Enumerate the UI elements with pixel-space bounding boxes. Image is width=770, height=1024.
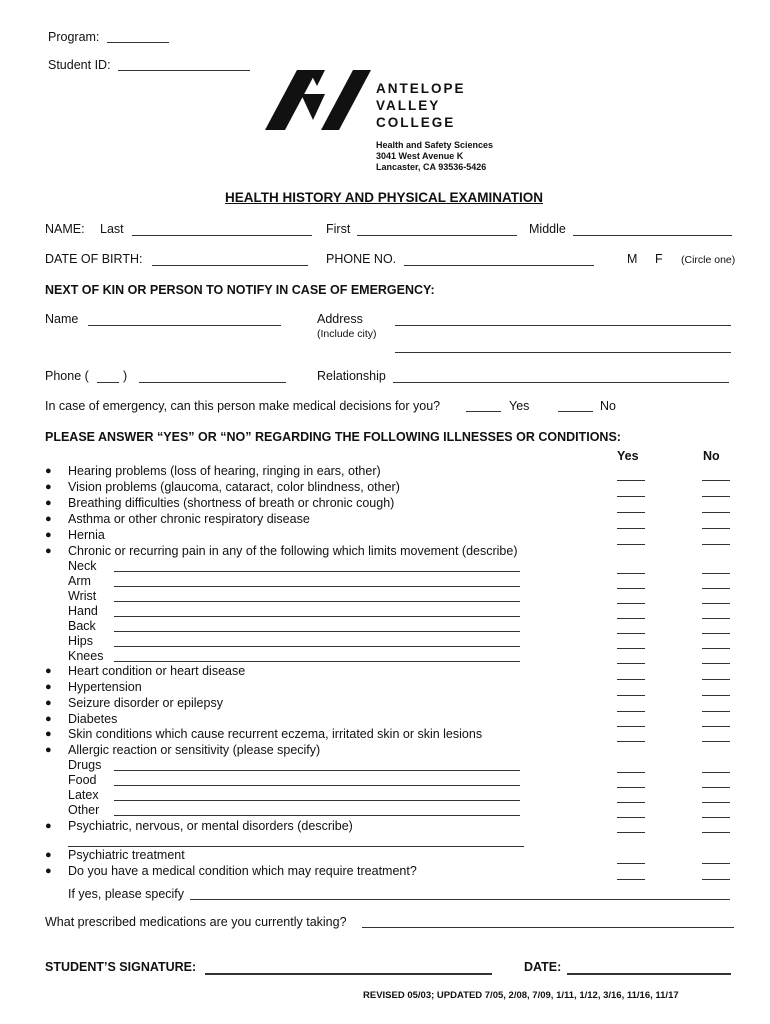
- answer-no-heart[interactable]: [702, 679, 730, 680]
- specify-field-food[interactable]: [114, 785, 520, 786]
- answer-yes-hips[interactable]: [617, 648, 645, 649]
- answer-yes-heart[interactable]: [617, 679, 645, 680]
- describe-field-psychiatric[interactable]: [68, 846, 524, 847]
- answer-no-neck[interactable]: [702, 573, 730, 574]
- student-id-field[interactable]: [118, 70, 250, 71]
- pain-area-arm: Arm: [68, 574, 91, 588]
- first-name-field[interactable]: [357, 235, 517, 236]
- condition-hearing: Hearing problems (loss of hearing, ringing in ears, other): [68, 464, 381, 478]
- describe-field-arm[interactable]: [114, 586, 520, 587]
- answer-no-psych-treatment[interactable]: [702, 863, 730, 864]
- decisions-no-field[interactable]: [558, 411, 593, 412]
- condition-seizure: Seizure disorder or epilepsy: [68, 696, 223, 710]
- describe-field-wrist[interactable]: [114, 601, 520, 602]
- bullet-icon: ●: [45, 545, 52, 557]
- condition-hernia: Hernia: [68, 528, 105, 542]
- if-yes-field[interactable]: [190, 899, 730, 900]
- kin-heading: NEXT OF KIN OR PERSON TO NOTIFY IN CASE OF EMERGENCY:: [45, 283, 435, 297]
- answer-no-vision[interactable]: [702, 496, 730, 497]
- decisions-yes-field[interactable]: [466, 411, 501, 412]
- kin-area-code-field[interactable]: [97, 382, 119, 383]
- no-column-header: No: [703, 449, 720, 463]
- condition-hypertension: Hypertension: [68, 680, 142, 694]
- answer-yes-hearing[interactable]: [617, 480, 645, 481]
- if-yes-label: If yes, please specify: [68, 887, 185, 901]
- yes-column-header: Yes: [617, 449, 639, 463]
- answer-no-hypertension[interactable]: [702, 695, 730, 696]
- college-logo-icon: [265, 70, 371, 136]
- answer-yes-arm[interactable]: [617, 588, 645, 589]
- bullet-icon: ●: [45, 713, 52, 725]
- kin-name-label: Name: [45, 312, 79, 326]
- kin-phone-field[interactable]: [139, 382, 286, 383]
- answer-yes-knees[interactable]: [617, 663, 645, 664]
- specify-field-other[interactable]: [114, 815, 520, 816]
- kin-phone-paren: ): [123, 369, 128, 383]
- college-name-line3: COLLEGE: [376, 115, 456, 130]
- medications-question: What prescribed medications are you currently taking?: [45, 915, 347, 929]
- answer-no-hearing[interactable]: [702, 480, 730, 481]
- medications-field[interactable]: [362, 927, 734, 928]
- answer-yes-hand[interactable]: [617, 618, 645, 619]
- condition-psych-treatment: Psychiatric treatment: [68, 848, 185, 862]
- sex-m-option[interactable]: M: [627, 252, 638, 266]
- answer-no-hand[interactable]: [702, 618, 730, 619]
- answer-yes-skin[interactable]: [617, 741, 645, 742]
- college-street: 3041 West Avenue K: [376, 151, 464, 161]
- kin-address-field-1[interactable]: [395, 325, 731, 326]
- date-field[interactable]: [567, 973, 731, 975]
- answer-no-skin[interactable]: [702, 741, 730, 742]
- kin-relationship-field[interactable]: [393, 382, 729, 383]
- answer-yes-latex[interactable]: [617, 802, 645, 803]
- college-city: Lancaster, CA 93536-5426: [376, 162, 487, 172]
- answer-no-hips[interactable]: [702, 648, 730, 649]
- answer-yes-other[interactable]: [617, 817, 645, 818]
- program-label: Program:: [48, 30, 100, 44]
- bullet-icon: ●: [45, 744, 52, 756]
- kin-address-field-2[interactable]: [395, 352, 731, 353]
- bullet-icon: ●: [45, 513, 52, 525]
- conditions-heading: PLEASE ANSWER “YES” OR “NO” REGARDING THE FOLLOWING ILLNESSES OR CONDITIONS:: [45, 430, 621, 444]
- phone-label: PHONE NO.: [326, 252, 397, 266]
- answer-no-latex[interactable]: [702, 802, 730, 803]
- answer-yes-back[interactable]: [617, 633, 645, 634]
- condition-diabetes: Diabetes: [68, 712, 118, 726]
- describe-field-hand[interactable]: [114, 616, 520, 617]
- condition-vision: Vision problems (glaucoma, cataract, color blindness, other): [68, 480, 400, 494]
- revision-note: REVISED 05/03; UPDATED 7/05, 2/08, 7/09, 1/11, 1/12, 3/16, 11/16, 11/17: [363, 990, 679, 1001]
- kin-phone-label: Phone (: [45, 369, 89, 383]
- condition-allergic: Allergic reaction or sensitivity (please specify): [68, 743, 321, 757]
- pain-area-neck: Neck: [68, 559, 97, 573]
- answer-yes-medical[interactable]: [617, 879, 645, 880]
- answer-no-back[interactable]: [702, 633, 730, 634]
- pain-area-knees: Knees: [68, 649, 104, 663]
- describe-field-hips[interactable]: [114, 646, 520, 647]
- describe-field-knees[interactable]: [114, 661, 520, 662]
- describe-field-neck[interactable]: [114, 571, 520, 572]
- college-name-line1: ANTELOPE: [376, 81, 466, 96]
- answer-yes-neck[interactable]: [617, 573, 645, 574]
- decisions-no-label: No: [600, 399, 616, 413]
- condition-medical: Do you have a medical condition which may require treatment?: [68, 864, 417, 878]
- date-label: DATE:: [524, 960, 562, 974]
- answer-no-other[interactable]: [702, 817, 730, 818]
- condition-heart: Heart condition or heart disease: [68, 664, 246, 678]
- bullet-icon: ●: [45, 481, 52, 493]
- allergy-type-other: Other: [68, 803, 100, 817]
- student-id-label: Student ID:: [48, 58, 111, 72]
- bullet-icon: ●: [45, 697, 52, 709]
- answer-yes-hypertension[interactable]: [617, 695, 645, 696]
- condition-pain: Chronic or recurring pain in any of the following which limits movement (describe): [68, 544, 518, 558]
- answer-yes-drugs[interactable]: [617, 772, 645, 773]
- bullet-icon: ●: [45, 665, 52, 677]
- answer-no-asthma[interactable]: [702, 528, 730, 529]
- kin-include-city: (Include city): [317, 328, 377, 340]
- allergy-type-drugs: Drugs: [68, 758, 102, 772]
- condition-breathing: Breathing difficulties (shortness of breath or chronic cough): [68, 496, 395, 510]
- answer-no-hernia[interactable]: [702, 544, 730, 545]
- bullet-icon: ●: [45, 497, 52, 509]
- allergy-type-food: Food: [68, 773, 97, 787]
- pain-area-hand: Hand: [68, 604, 98, 618]
- decisions-question: In case of emergency, can this person make medical decisions for you?: [45, 399, 441, 413]
- sex-f-option[interactable]: F: [655, 252, 663, 266]
- program-field[interactable]: [107, 42, 169, 43]
- middle-name-field[interactable]: [573, 235, 732, 236]
- specify-field-drugs[interactable]: [114, 770, 520, 771]
- circle-one-note: (Circle one): [681, 254, 736, 266]
- answer-yes-breathing[interactable]: [617, 512, 645, 513]
- middle-name-label: Middle: [529, 222, 566, 236]
- bullet-icon: ●: [45, 865, 52, 877]
- kin-address-label: Address: [317, 312, 363, 326]
- phone-field[interactable]: [404, 265, 594, 266]
- answer-no-arm[interactable]: [702, 588, 730, 589]
- specify-field-latex[interactable]: [114, 800, 520, 801]
- name-label: NAME:: [45, 222, 85, 236]
- form-title: HEALTH HISTORY AND PHYSICAL EXAMINATION: [225, 190, 544, 205]
- answer-yes-vision[interactable]: [617, 496, 645, 497]
- answer-yes-wrist[interactable]: [617, 603, 645, 604]
- allergy-type-latex: Latex: [68, 788, 99, 802]
- last-name-field[interactable]: [132, 235, 312, 236]
- answer-no-psychiatric[interactable]: [702, 832, 730, 833]
- decisions-yes-label: Yes: [509, 399, 530, 413]
- answer-yes-seizure[interactable]: [617, 711, 645, 712]
- answer-no-seizure[interactable]: [702, 711, 730, 712]
- answer-no-drugs[interactable]: [702, 772, 730, 773]
- answer-yes-food[interactable]: [617, 787, 645, 788]
- answer-no-knees[interactable]: [702, 663, 730, 664]
- answer-no-food[interactable]: [702, 787, 730, 788]
- dob-label: DATE OF BIRTH:: [45, 252, 143, 266]
- answer-yes-hernia[interactable]: [617, 544, 645, 545]
- signature-label: STUDENT’S SIGNATURE:: [45, 960, 197, 974]
- dob-field[interactable]: [152, 265, 308, 266]
- kin-relationship-label: Relationship: [317, 369, 386, 383]
- bullet-icon: ●: [45, 728, 52, 740]
- pain-area-hips: Hips: [68, 634, 94, 648]
- condition-psychiatric: Psychiatric, nervous, or mental disorders (describe): [68, 819, 353, 833]
- answer-yes-psych-treatment[interactable]: [617, 863, 645, 864]
- answer-no-breathing[interactable]: [702, 512, 730, 513]
- college-dept: Health and Safety Sciences: [376, 140, 494, 150]
- kin-name-field[interactable]: [88, 325, 281, 326]
- answer-no-medical[interactable]: [702, 879, 730, 880]
- college-name-line2: VALLEY: [376, 98, 441, 113]
- describe-field-back[interactable]: [114, 631, 520, 632]
- first-name-label: First: [326, 222, 351, 236]
- bullet-icon: ●: [45, 681, 52, 693]
- bullet-icon: ●: [45, 849, 52, 861]
- signature-field[interactable]: [205, 973, 492, 975]
- condition-asthma: Asthma or other chronic respiratory disease: [68, 512, 310, 526]
- answer-yes-asthma[interactable]: [617, 528, 645, 529]
- last-name-label: Last: [100, 222, 124, 236]
- answer-no-diabetes[interactable]: [702, 726, 730, 727]
- pain-area-back: Back: [68, 619, 96, 633]
- condition-skin: Skin conditions which cause recurrent eczema, irritated skin or skin lesions: [68, 727, 483, 741]
- answer-no-wrist[interactable]: [702, 603, 730, 604]
- bullet-icon: ●: [45, 529, 52, 541]
- pain-area-wrist: Wrist: [68, 589, 97, 603]
- answer-yes-psychiatric[interactable]: [617, 832, 645, 833]
- bullet-icon: ●: [45, 465, 52, 477]
- answer-yes-diabetes[interactable]: [617, 726, 645, 727]
- bullet-icon: ●: [45, 820, 52, 832]
